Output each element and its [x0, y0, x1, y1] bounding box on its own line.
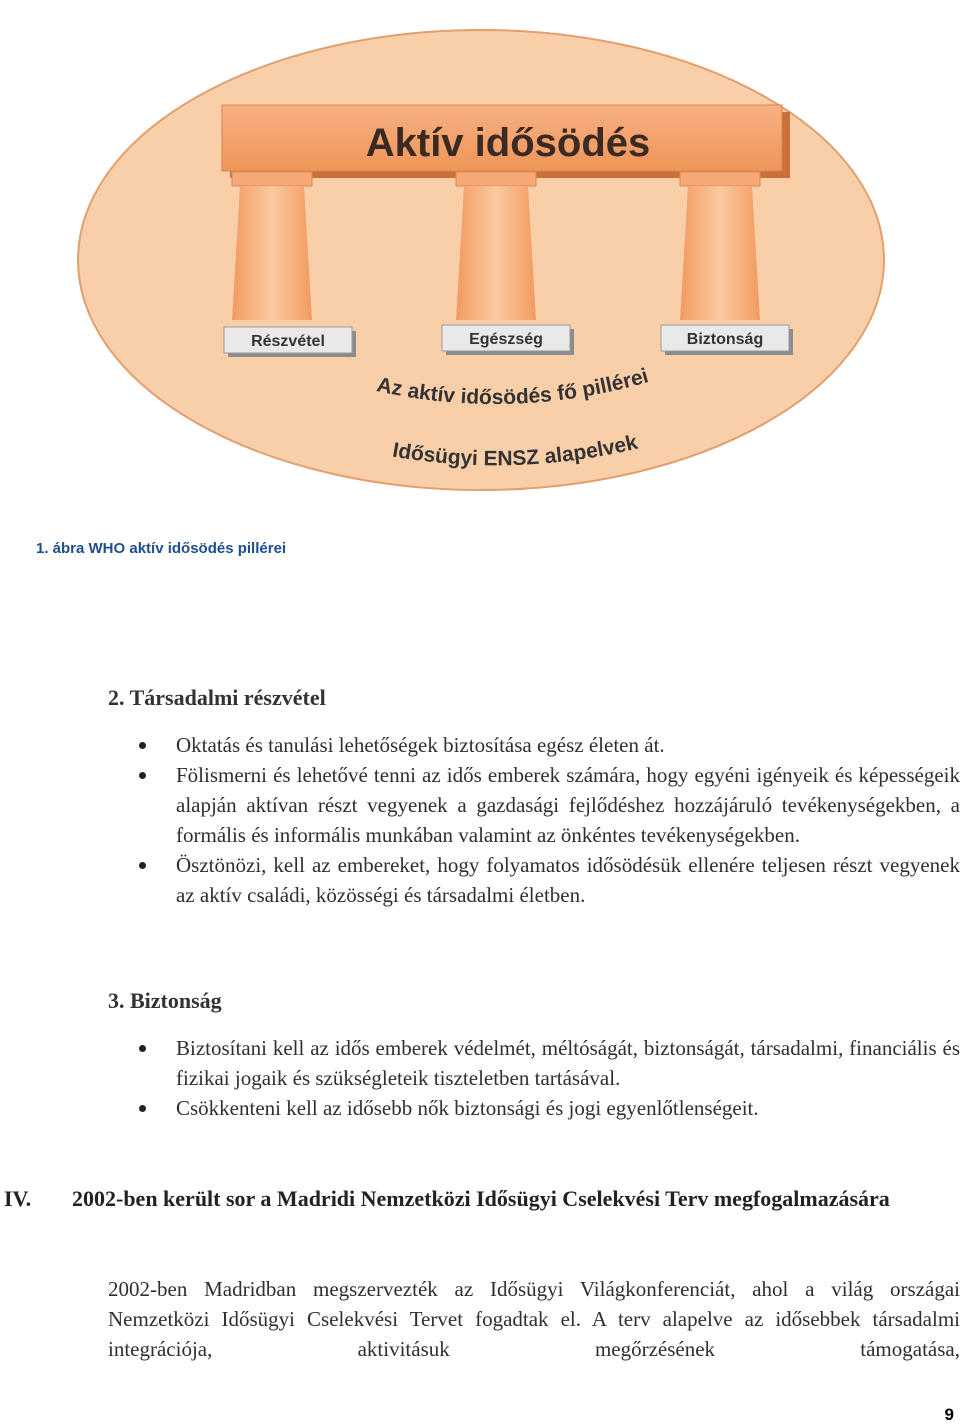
section2-list	[140, 730, 960, 910]
list-item: Csökkenteni kell az idősebb nők biztonsági és jogi egyenlőtlenségeit.	[140, 1093, 960, 1123]
figure-title: Aktív idősödés	[365, 121, 651, 165]
bullet-dot-icon	[139, 772, 146, 779]
arc-text-pillars: Az aktív idősödés fő pillérei	[374, 364, 651, 410]
list-item: Fölismerni és lehetővé tenni az idős emberek számára, hogy egyéni igényeik és képességeik alapján aktívan részt vegyenek a gazdasági fejlődéshez hozzájáruló tevékenységekben, a formális és informális munkában valamint az önkéntes tevékenységekben.	[140, 760, 960, 850]
figure-caption: 1. ábra WHO aktív idősödés pillérei	[36, 540, 287, 557]
section3-heading: 3. Biztonság	[108, 988, 222, 1013]
pillar-middle	[456, 186, 536, 320]
pillar-right	[680, 186, 760, 320]
pillar-label-egeszseg: Egészség	[469, 331, 543, 348]
section3-list	[140, 1033, 960, 1123]
pillar-left	[232, 186, 312, 320]
pillar-label-reszvetel: Részvétel	[251, 333, 325, 350]
list-item: Oktatás és tanulási lehetőségek biztosítása egész életen át.	[140, 730, 960, 760]
section4-paragraph: 2002-ben Madridban megszervezték az Idősügyi Világkonferenciát, ahol a világ országai Nemzetközi Idősügyi Cselekvési Tervet fogadtak el. A terv alapelve az idősebbek társadalmi integrációja, aktivitásuk megőrzésének támogatása,	[108, 1277, 960, 1361]
section4-number: IV.	[4, 1186, 32, 1211]
section4-title: 2002-ben került sor a Madridi Nemzetközi Idősügyi Cselekvési Terv megfogalmazására	[72, 1186, 890, 1211]
pillar-label-biztonsag: Biztonság	[686, 331, 764, 348]
aktiv-idosodes-diagram	[0, 0, 960, 520]
list-item: Ösztönözi, kell az embereket, hogy folyamatos idősödésük ellenére teljesen részt vegyenek az aktív családi, közösségi és társadalmi életben.	[140, 850, 960, 910]
arc-text-un-principles: Idősügyi ENSZ alapelvek	[390, 430, 640, 471]
list-item: Biztosítani kell az idős emberek védelmét, méltóságát, biztonságát, társadalmi, financiális és fizikai jogaik és szükségleteik tiszteletben tartásával.	[140, 1033, 960, 1093]
bullet-dot-icon	[139, 742, 146, 749]
section2-heading: 2. Társadalmi részvétel	[108, 685, 326, 710]
bullet-dot-icon	[139, 1105, 146, 1112]
bullet-dot-icon	[139, 862, 146, 869]
page-number: 9	[944, 1405, 954, 1424]
bullet-dot-icon	[139, 1045, 146, 1052]
